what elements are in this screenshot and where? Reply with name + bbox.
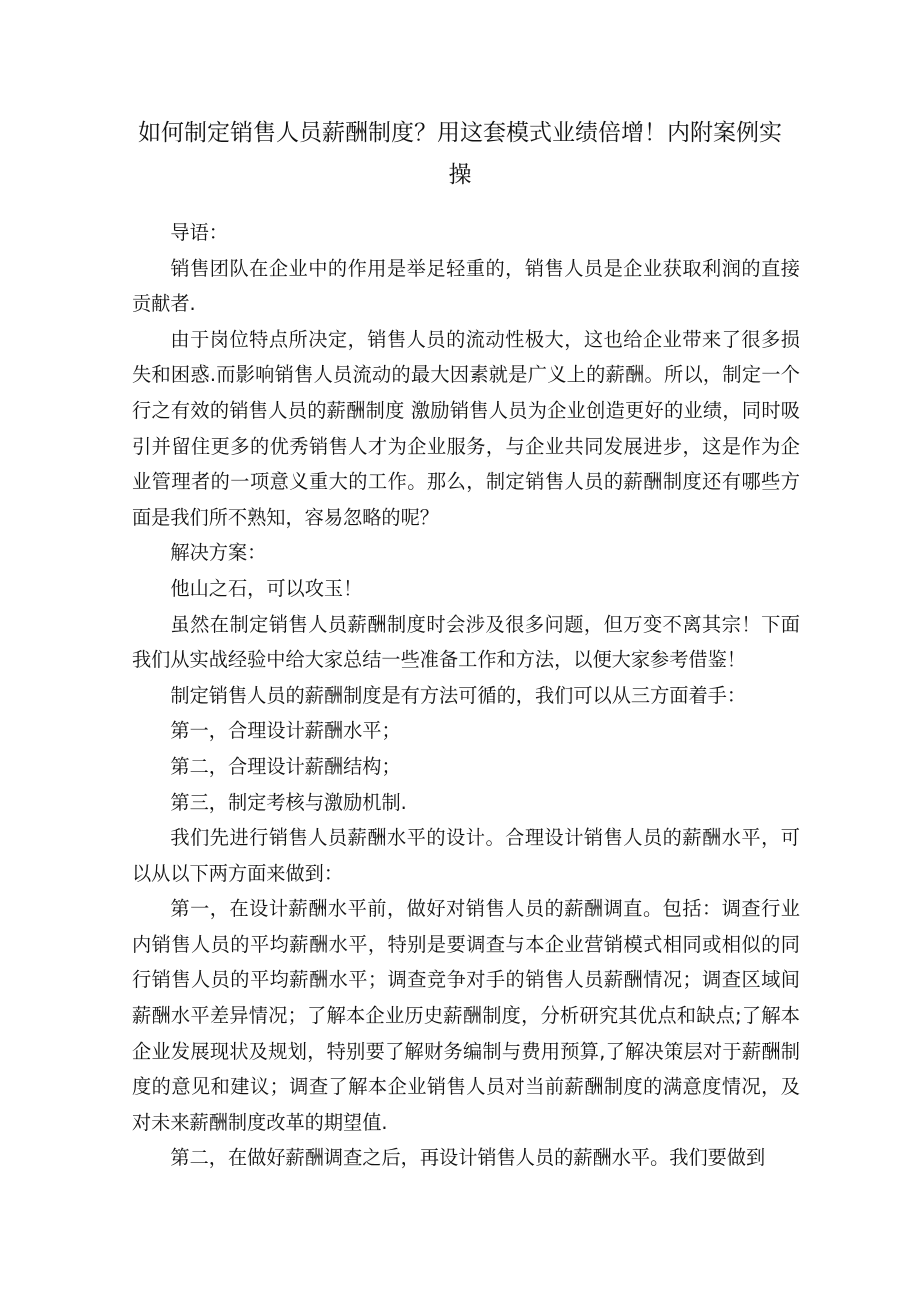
list-item-second: 第二，合理设计薪酬结构； (170, 754, 401, 778)
document-body (132, 215, 800, 1176)
paragraph-sales-team-role: 销售团队在企业中的作用是举足轻重的，销售人员是企业获取利润的直接贡献者. (132, 256, 800, 316)
paragraph-proverb: 他山之石，可以攻玉！ (170, 576, 363, 600)
paragraph-sales-turnover: 由于岗位特点所决定，销售人员的流动性极大，这也给企业带来了很多损失和困惑.而影响销售人员流动的最大因素就是广义上的薪酬。所以，制定一个行之有效的销售人员的薪酬制度 激励销售人员为企业创造更好的业绩，同时吸引并留住更多的优秀销售人才为企业服务，与企业共同发展进步，这是作为企业管理者的一项意义重大的工作。那么，制定销售人员的薪酬制度还有哪些方面是我们所不熟知，容易忽略的呢？ (132, 327, 800, 529)
paragraph-solution-label: 解决方案： (170, 541, 267, 565)
list-item-third: 第三，制定考核与激励机制. (170, 790, 407, 814)
paragraph-salary-survey: 第一，在设计薪酬水平前，做好对销售人员的薪酬调直。包括：调查行业内销售人员的平均薪酬水平，特别是要调查与本企业营销模式相同或相似的同行销售人员的平均薪酬水平；调查竞争对手的销售人员薪酬情况；调查区域间薪酬水平差异情况；了解本企业历史薪酬制度，分析研究其优点和缺点;了解本企业发展现状及规划，特别要了解财务编制与费用预算,了解决策层对于薪酬制度的意见和建议；调查了解本企业销售人员对当前薪酬制度的满意度情况，及对未来薪酬制度改革的期望值. (132, 897, 800, 1134)
paragraph-summary-intro: 虽然在制定销售人员薪酬制度时会涉及很多问题，但万变不离其宗！下面我们从实战经验中给大家总结一些准备工作和方法，以便大家参考借鉴！ (132, 612, 800, 672)
paragraph-salary-level-design: 我们先进行销售人员薪酬水平的设计。合理设计销售人员的薪酬水平，可以从以下两方面来做到： (132, 826, 800, 885)
document-title: 如何制定销售人员薪酬制度？用这套模式业绩倍增！内附案例实操 (138, 120, 782, 188)
list-item-first: 第一，合理设计薪酬水平； (170, 719, 401, 743)
paragraph-three-aspects: 制定销售人员的薪酬制度是有方法可循的，我们可以从三方面着手： (170, 683, 747, 707)
paragraph-after-survey: 第二，在做好薪酬调查之后，再设计销售人员的薪酬水平。我们要做到 (170, 1146, 766, 1170)
paragraph-intro-label: 导语： (170, 221, 228, 244)
